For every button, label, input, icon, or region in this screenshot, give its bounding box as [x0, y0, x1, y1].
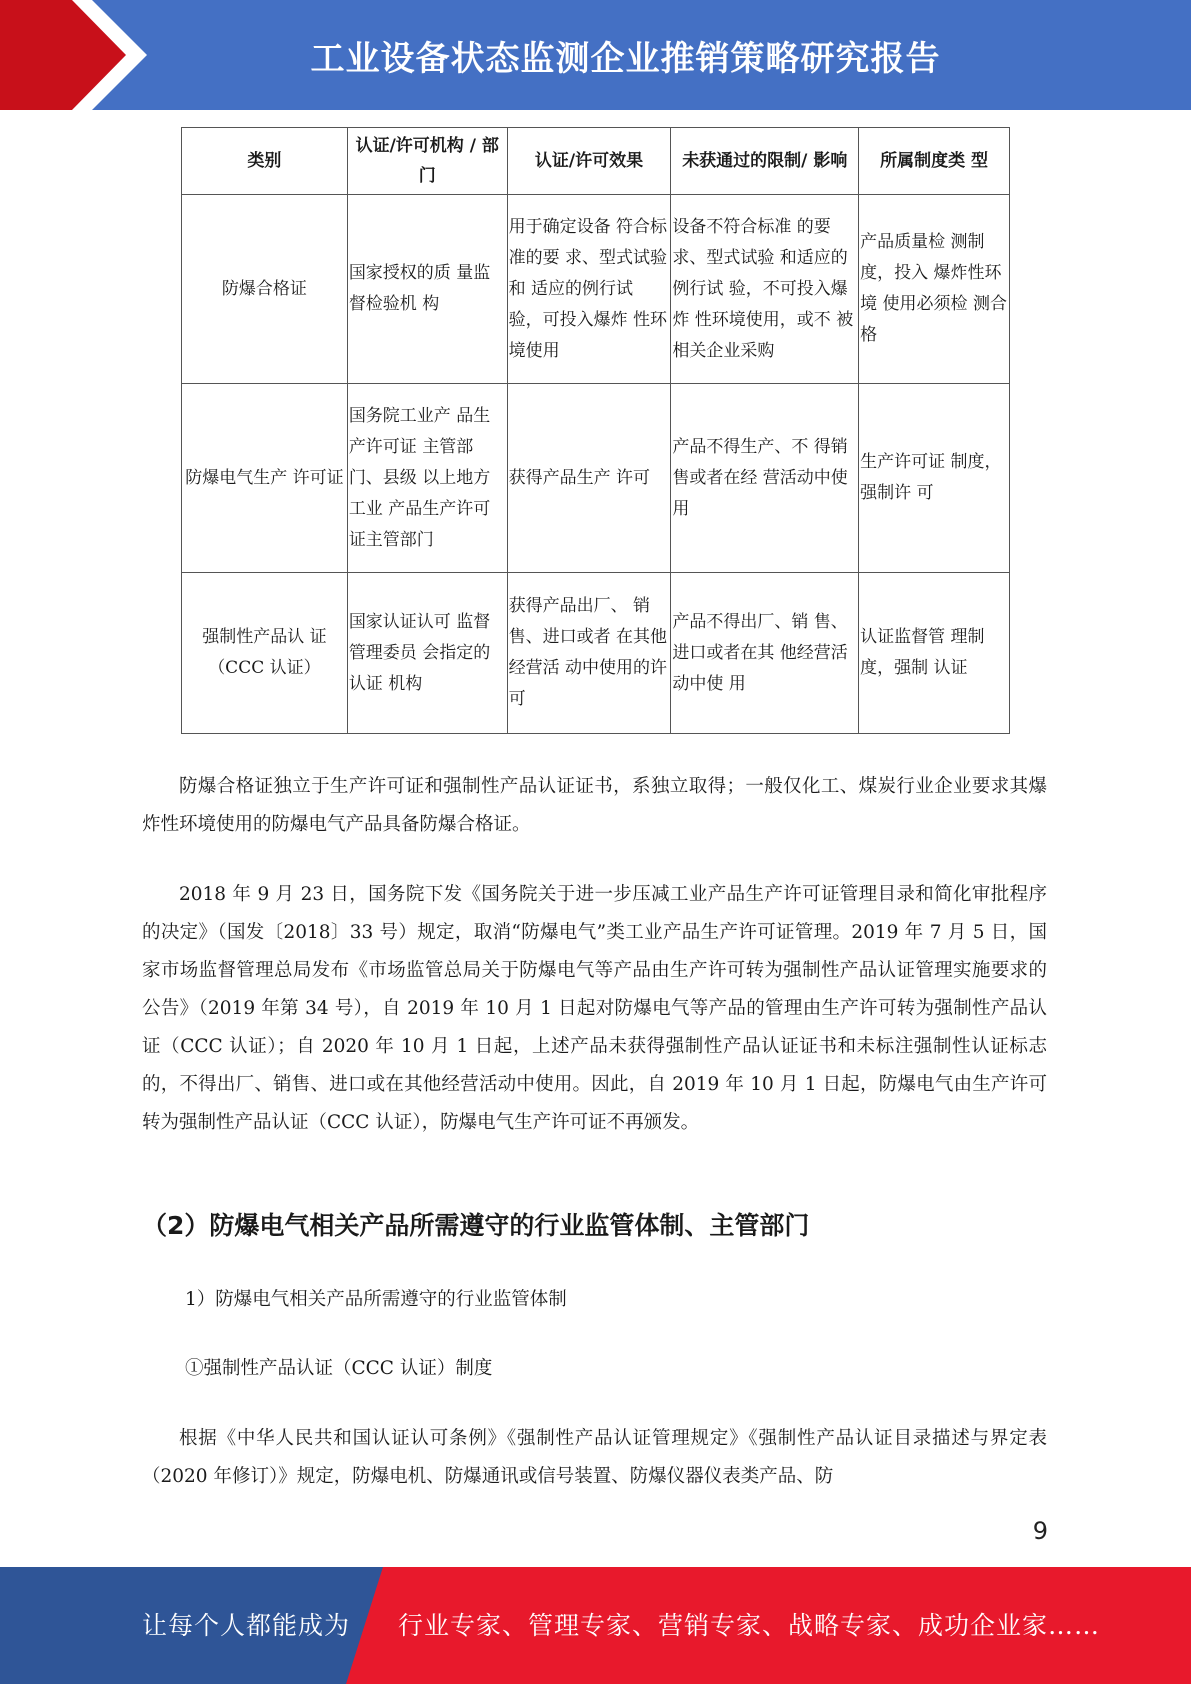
table-cell: 产品质量检 测制度，投入 爆炸性环境 使用必须检 测合格 [859, 195, 1010, 384]
table-cell: 国家认证认可 监督管理委员 会指定的认证 机构 [347, 573, 507, 734]
table-cell: 国家授权的质 量监督检验机 构 [347, 195, 507, 384]
table-cell: 生产许可证 制度，强制许 可 [859, 384, 1010, 573]
table-cell: 防爆合格证 [182, 195, 348, 384]
footer-banner [0, 1567, 1191, 1684]
table-row [182, 573, 1010, 734]
table-cell: 用于确定设备 符合标准的要 求、型式试验和 适应的例行试 验，可投入爆炸 性环境使用 [507, 195, 671, 384]
subheading: ①强制性产品认证（CCC 认证）制度 [185, 1358, 493, 1379]
table-row [182, 195, 1010, 384]
table-header-row [182, 128, 1010, 195]
table-header-cell: 认证/许可机构 / 部门 [347, 128, 507, 195]
paragraph: 防爆合格证独立于生产许可证和强制性产品认证证书，系独立取得；一般仅化工、煤炭行业企业要求其爆炸性环境使用的防爆电气产品具备防爆合格证。 [142, 776, 1047, 835]
table-header-cell: 未获通过的限制/ 影响 [671, 128, 859, 195]
table-cell: 获得产品出厂、 销售、进口或者 在其他经营活 动中使用的许 可 [507, 573, 671, 734]
certification-table [181, 127, 1010, 734]
table-cell: 获得产品生产 许可 [507, 384, 671, 573]
table-row [182, 384, 1010, 573]
page-number: 9 [1032, 1517, 1048, 1545]
subheading: 1）防爆电气相关产品所需遵守的行业监管体制 [185, 1289, 567, 1310]
table-header-cell: 所属制度类 型 [859, 128, 1010, 195]
footer-slogan-right: 行业专家、管理专家、营销专家、战略专家、成功企业家…… [398, 1611, 1101, 1640]
table-header-cell: 类别 [182, 128, 348, 195]
table-cell: 产品不得生产、不 得销售或者在经 营活动中使用 [671, 384, 859, 573]
table-cell: 国务院工业产 品生产许可证 主管部门、县级 以上地方工业 产品生产许可 证主管部门 [347, 384, 507, 573]
paragraph: 2018 年 9 月 23 日，国务院下发《国务院关于进一步压减工业产品生产许可证管理目录和简化审批程序的决定》（国发〔2018〕33 号）规定，取消“防爆电气”类工业产品生产许可证管理。2019 年 7 月 5 日，国家市场监督管理总局发布《市场监管总局关于防爆电气等产品由生产许可转为强制性产品认证管理实施要求的公告》（2019 年第 34 号），自 2019 年 10 月 1 日起对防爆电气等产品的管理由生产许可转为强制性产品认证（CCC 认证）；自 2020 年 10 月 1 日起，上述产品未获得强制性产品认证证书和未标注强制性认证标志的，不得出厂、销售、进口或在其他经营活动中使用。因此，自 2019 年 10 月 1 日起，防爆电气由生产许可转为强制性产品认证（CCC 认证），防爆电气生产许可证不再颁发。 [142, 884, 1047, 1133]
header-banner [0, 0, 1191, 110]
table-cell: 认证监督管 理制度，强制 认证 [859, 573, 1010, 734]
section-heading: （2）防爆电气相关产品所需遵守的行业监管体制、主管部门 [142, 1211, 810, 1240]
table-cell: 产品不得出厂、销 售、进口或者在其 他经营活动中使 用 [671, 573, 859, 734]
footer-slogan-left: 让每个人都能成为 [142, 1611, 351, 1640]
table-cell: 设备不符合标准 的要求、型式试验 和适应的例行试 验，不可投入爆炸 性环境使用，或不 被相关企业采购 [671, 195, 859, 384]
paragraph: 根据《中华人民共和国认证认可条例》《强制性产品认证管理规定》《强制性产品认证目录描述与界定表（2020 年修订）》规定，防爆电机、防爆通讯或信号装置、防爆仪器仪表类产品、防 [142, 1428, 1047, 1487]
document-title: 工业设备状态监测企业推销策略研究报告 [310, 38, 941, 79]
red-arrow-chevron-icon [0, 0, 150, 110]
table-header-cell: 认证/许可效果 [507, 128, 671, 195]
table-cell: 防爆电气生产 许可证 [182, 384, 348, 573]
table-cell: 强制性产品认 证（CCC 认证） [182, 573, 348, 734]
